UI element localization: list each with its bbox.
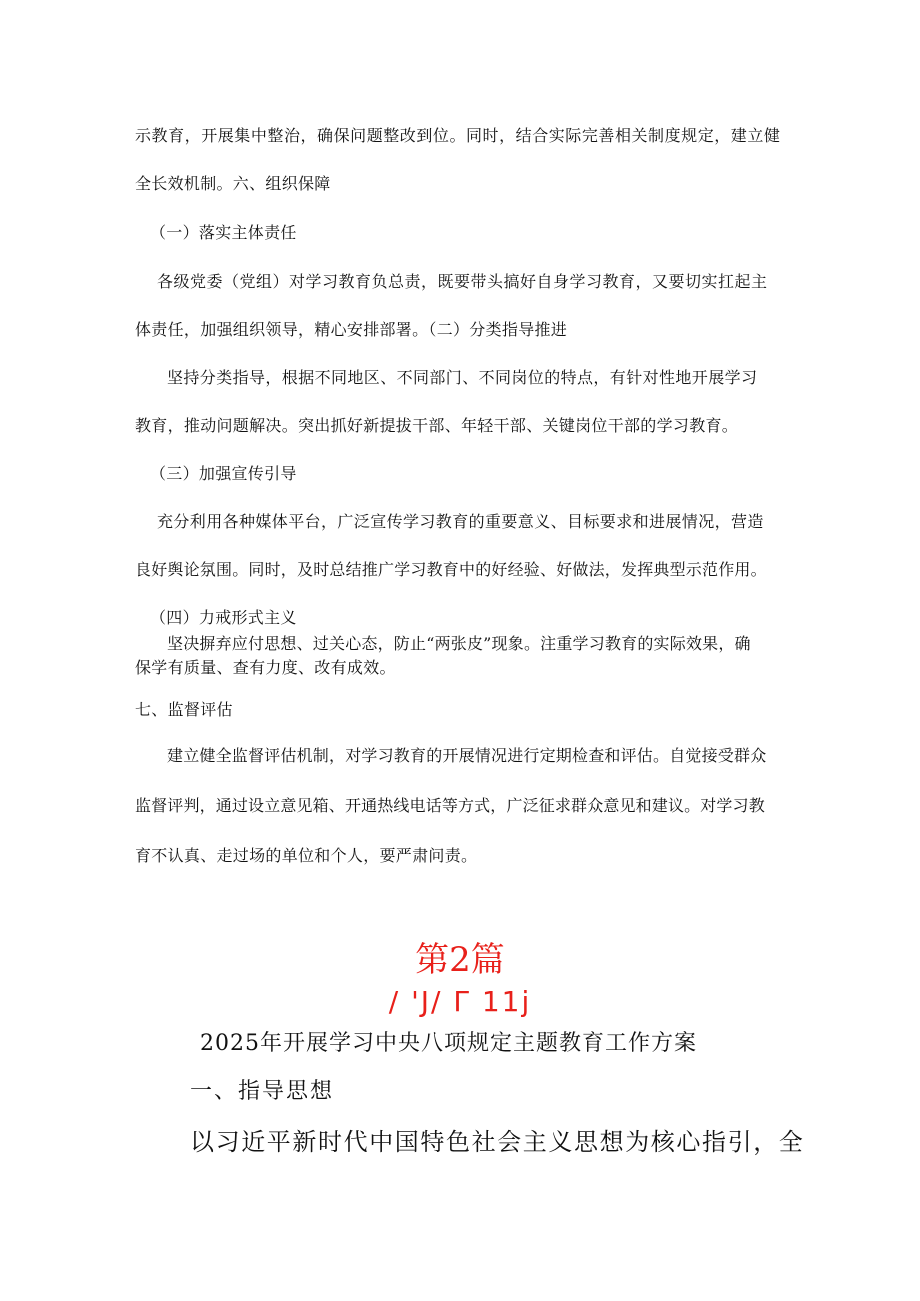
subsection-heading: （三）加强宣传引导 [150,464,297,483]
paragraph-line: 教育，推动问题解决。突出抓好新提拔干部、年轻干部、关键岗位干部的学习教育。 [135,416,739,435]
part-heading: 第2篇 [415,940,505,980]
part-subheading: / 'J/ Γ 11j [388,985,532,1018]
section-heading: 七、监督评估 [135,700,233,719]
paragraph-line: 育不认真、走过场的单位和个人，要严肃问责。 [135,846,478,865]
document-title: 2025年开展学习中央八项规定主题教育工作方案 [200,1031,697,1056]
subsection-heading: （四）力戒形式主义 [150,608,297,627]
paragraph-line: 充分利用各种媒体平台，广泛宣传学习教育的重要意义、目标要求和进展情况，营造 [157,512,764,531]
paragraph-line: 示教育，开展集中整治，确保问题整改到位。同时，结合实际完善相关制度规定，建立健 [135,126,781,145]
subsection-heading: （一）落实主体责任 [150,223,297,242]
paragraph-line: 各级党委（党组）对学习教育负总责，既要带头搞好自身学习教育，又要切实扛起主 [157,272,768,291]
paragraph-line: 全长效机制。六、组织保障 [135,174,331,193]
section-heading: 一、指导思想 [190,1079,335,1104]
paragraph-line: 坚持分类指导，根据不同地区、不同部门、不同岗位的特点，有针对性地开展学习 [167,368,758,387]
paragraph-line: 以习近平新时代中国特色社会主义思想为核心指引，全 [190,1128,805,1156]
paragraph-line: 监督评判，通过设立意见箱、开通热线电话等方式，广泛征求群众意见和建议。对学习教 [135,796,765,815]
paragraph-line: 良好舆论氛围。同时，及时总结推广学习教育中的好经验、好做法，发挥典型示范作用。 [135,560,767,579]
paragraph-line: 建立健全监督评估机制，对学习教育的开展情况进行定期检查和评估。自觉接受群众 [167,746,767,765]
paragraph-line: 保学有质量、查有力度、改有成效。 [135,658,396,677]
paragraph-line: 坚决摒弃应付思想、过关心态，防止“两张皮”现象。注重学习教育的实际效果，确 [167,634,751,653]
paragraph-line: 体责任，加强组织领导，精心安排部署。（二）分类指导推进 [135,320,568,339]
